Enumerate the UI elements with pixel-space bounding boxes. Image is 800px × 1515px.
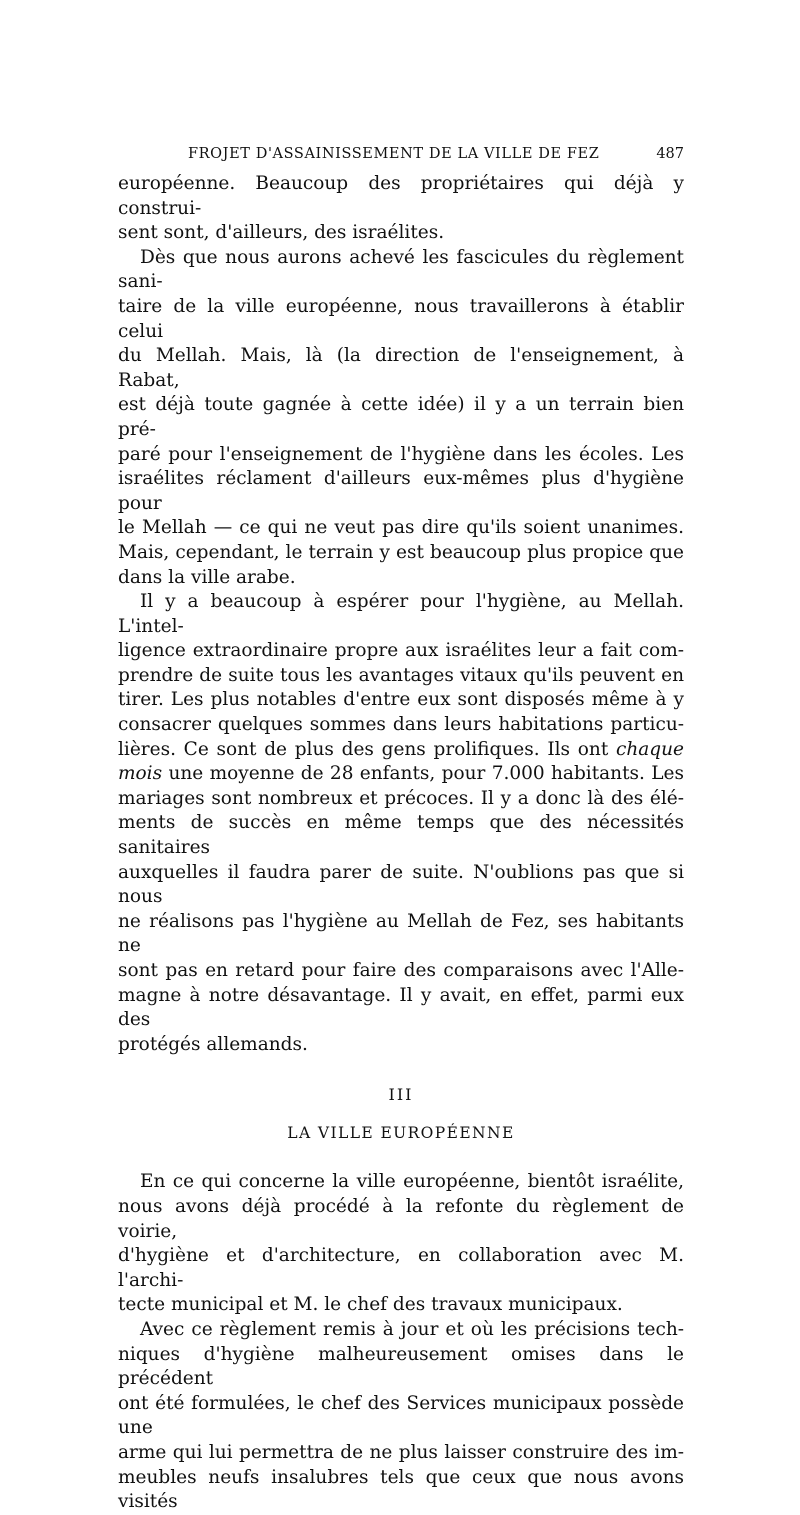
paragraph-5-line-2: niques d'hygiène malheureusement omises dans le précédent xyxy=(118,1343,684,1390)
paragraph-2-line-9: dans la ville arabe. xyxy=(118,566,296,588)
italic-phrase-part-2: mois xyxy=(118,763,163,785)
paragraph-3-line-6-text: lières. Ce sont de plus des gens prolifiques. Ils ont xyxy=(118,738,616,760)
section-title: LA VILLE EUROPÉENNE xyxy=(287,1124,515,1143)
paragraph-1-line-1: européenne. Beaucoup des propriétaires qui déjà y construi- xyxy=(118,173,684,219)
paragraph-2-line-6: israélites réclament d'ailleurs eux-mêmes plus d'hygiène pour xyxy=(118,468,684,514)
section-number: III xyxy=(388,1085,414,1105)
running-header xyxy=(118,146,684,162)
paragraph-2-line-7: le Mellah — ce qui ne veut pas dire qu'ils soient unanimes. xyxy=(118,517,684,539)
paragraph-5-line-1: Avec ce règlement remis à jour et où les précisions tech- xyxy=(140,1318,684,1340)
paragraph-5-line-4: arme qui lui permettra de ne plus laisser construire des im- xyxy=(118,1441,684,1463)
paragraph-3-line-3: prendre de suite tous les avantages vitaux qu'ils peuvent en xyxy=(118,664,684,686)
paragraph-3-line-13: magne à notre désavantage. Il y avait, en effet, parmi eux des xyxy=(118,984,684,1031)
paragraph-3-line-9: ments de succès en même temps que des nécessités sanitaires xyxy=(118,812,684,859)
paragraph-5-line-3: ont été formulées, le chef des Services municipaux possède une xyxy=(118,1392,684,1439)
paragraph-3-line-7 xyxy=(118,762,684,787)
paragraph-3-line-7-text: une moyenne de 28 enfants, pour 7.000 habitants. Les xyxy=(162,763,684,785)
paragraph-4-line-1: En ce qui concerne la ville européenne, bientôt israélite, xyxy=(140,1171,684,1193)
paragraph-3-line-2: ligence extraordinaire propre aux israélites leur a fait com- xyxy=(118,640,684,662)
paragraph-2-line-1: Dès que nous aurons achevé les fascicules du règlement sani- xyxy=(118,246,684,293)
paragraph-3-line-4: tirer. Les plus notables d'entre eux sont disposés même à y xyxy=(118,689,684,711)
paragraph-4-line-3: d'hygiène et d'architecture, en collaboration avec M. l'archi- xyxy=(118,1245,684,1291)
paragraph-3-line-14: protégés allemands. xyxy=(118,1033,308,1055)
paragraph-2-line-3: du Mellah. Mais, là (la direction de l'enseignement, à Rabat, xyxy=(118,345,684,391)
paragraph-2-line-2: taire de la ville européenne, nous travaillerons à établir celui xyxy=(118,295,684,342)
header-title: FROJET D'ASSAINISSEMENT DE LA VILLE DE FEZ xyxy=(188,146,600,162)
italic-phrase-part-1: chaque xyxy=(615,738,684,760)
paragraph-3-line-11: ne réalisons pas l'hygiène au Mellah de Fez, ses habitants ne xyxy=(118,910,684,957)
paragraph-3-line-10: auxquelles il faudra parer de suite. N'oublions pas que si nous xyxy=(118,861,684,908)
paragraph-3-line-12: sont pas en retard pour faire des comparaisons avec l'Alle- xyxy=(118,960,684,981)
paragraph-3-line-6 xyxy=(118,738,684,763)
paragraph-5-line-5: meubles neufs insalubres tels que ceux que nous avons visités xyxy=(118,1466,684,1513)
paragraph-1-line-2: sent sont, d'ailleurs, des israélites. xyxy=(118,222,445,244)
paragraph-2-line-8: Mais, cependant, le terrain y est beaucoup plus propice que xyxy=(118,541,684,563)
paragraph-3-line-1: Il y a beaucoup à espérer pour l'hygiène, au Mellah. L'intel- xyxy=(118,591,684,637)
page-number: 487 xyxy=(656,146,684,162)
paragraph-4-line-2: nous avons déjà procédé à la refonte du règlement de voirie, xyxy=(118,1195,684,1242)
book-page xyxy=(118,146,684,1515)
paragraph-3-line-5: consacrer quelques sommes dans leurs habitations particu- xyxy=(118,714,684,736)
paragraph-2-line-5: paré pour l'enseignement de l'hygiène dans les écoles. Les xyxy=(118,443,684,465)
paragraph-4-line-4: tecte municipal et M. le chef des travaux municipaux. xyxy=(118,1294,623,1316)
paragraph-3-line-8: mariages sont nombreux et précoces. Il y a donc là des élé- xyxy=(118,787,684,809)
paragraph-2-line-4: est déjà toute gagnée à cette idée) il y a un terrain bien pré- xyxy=(118,394,684,440)
